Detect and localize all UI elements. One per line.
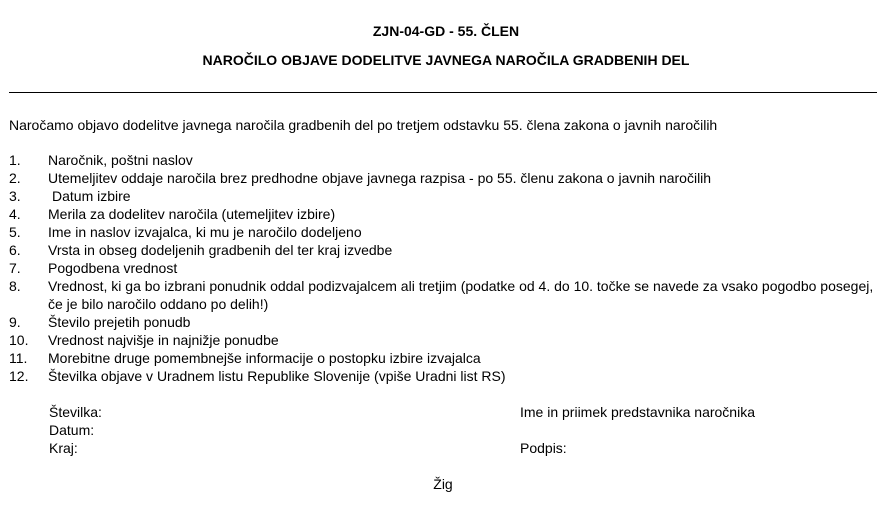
list-item (9, 169, 879, 187)
item-text: Naročnik, poštni naslov (48, 152, 193, 168)
item-text: Številka objave v Uradnem listu Republike Slovenije (vpiše Uradni list RS) (48, 368, 506, 384)
item-text: Merila za dodelitev naročila (utemeljitev izbire) (48, 206, 336, 222)
date-label: Datum: (49, 422, 95, 438)
item-text: Vrednost, ki ga bo izbrani ponudnik oddal podizvajalcem ali tretjim (podatke od 4. do 10. točke se navede za vsako pogodbo posegej, če je bilo naročilo oddano po delih!) (48, 278, 874, 312)
list-item (9, 241, 879, 259)
item-text: Ime in naslov izvajalca, ki mu je naročilo dodeljeno (48, 224, 362, 240)
item-number: 5. (9, 224, 21, 240)
list-item (9, 205, 879, 223)
item-text: Morebitne druge pomembnejše informacije o postopku izbire izvajalca (48, 350, 481, 366)
item-number: 12. (9, 368, 29, 384)
signature-right-block (520, 403, 755, 457)
item-number: 4. (9, 206, 21, 222)
list-item (9, 349, 879, 367)
sign-label: Podpis: (520, 440, 567, 456)
list-item (9, 187, 879, 205)
item-text: Utemeljitev oddaje naročila brez predhodne objave javnega razpisa - po 55. členu zakona o javnih naročilih (48, 170, 712, 186)
item-number: 8. (9, 278, 21, 294)
form-code: ZJN-04-GD - 55. ČLEN (372, 23, 520, 39)
item-number: 2. (9, 170, 21, 186)
item-number: 10. (9, 332, 29, 348)
list-item (9, 259, 879, 277)
items-list (9, 151, 879, 385)
item-number: 3. (9, 188, 21, 204)
number-label: Številka: (49, 404, 102, 420)
item-text: Vrednost najvišje in najnižje ponudbe (48, 332, 279, 348)
list-item (9, 151, 879, 169)
representative-label: Ime in priimek predstavnika naročnika (520, 404, 755, 420)
item-text: Pogodbena vrednost (48, 260, 178, 276)
list-item (9, 331, 879, 349)
divider (9, 92, 877, 93)
list-item (9, 223, 879, 241)
list-item (9, 277, 879, 313)
item-text: Vrsta in obseg dodeljenih gradbenih del ter kraj izvedbe (48, 242, 393, 258)
item-text: Število prejetih ponudb (48, 314, 191, 330)
signature-left-block (49, 403, 102, 457)
list-item (9, 367, 879, 385)
stamp-label: Žig (433, 476, 453, 492)
item-number: 1. (9, 152, 21, 168)
item-text: Datum izbire (52, 188, 131, 204)
intro-text: Naročamo objavo dodelitve javnega naročila gradbenih del po tretjem odstavku 55. člena zakona o javnih naročilih (9, 117, 718, 133)
item-number: 6. (9, 242, 21, 258)
item-number: 11. (9, 350, 28, 366)
form-title: NAROČILO OBJAVE DODELITVE JAVNEGA NAROČILA GRADBENIH DEL (202, 52, 690, 68)
list-item (9, 313, 879, 331)
place-label: Kraj: (49, 440, 78, 456)
item-number: 9. (9, 314, 21, 330)
item-number: 7. (9, 260, 21, 276)
